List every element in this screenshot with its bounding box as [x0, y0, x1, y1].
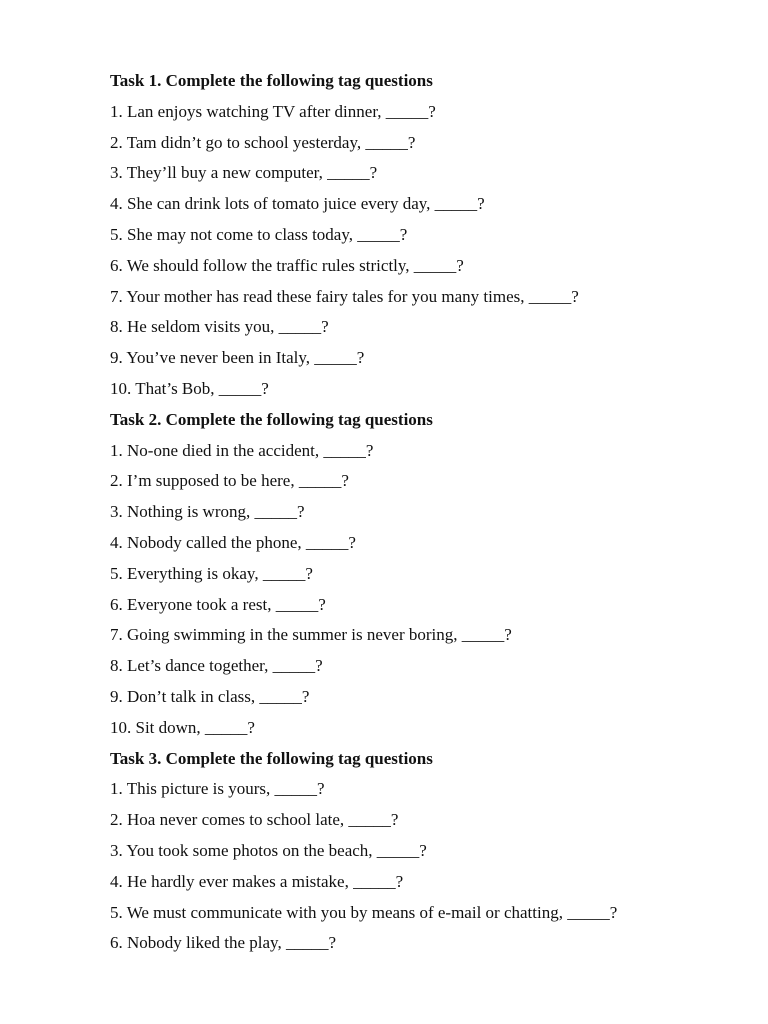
task-1-question-4: 4. She can drink lots of tomato juice every day, _____? [110, 194, 485, 214]
task-2-question-7: 7. Going swimming in the summer is never boring, _____? [110, 625, 512, 645]
task-3-question-4: 4. He hardly ever makes a mistake, _____? [110, 871, 404, 891]
task-1-question-9: 9. You’ve never been in Italy, _____? [110, 348, 365, 368]
task-3-question-3: 3. You took some photos on the beach, _____? [110, 840, 427, 860]
task-2-section [110, 405, 730, 744]
task-1-section [110, 66, 730, 405]
task-3-question-6: 6. Nobody liked the play, _____? [110, 933, 336, 953]
document-page [110, 66, 730, 959]
task-3-question-1: 1. This picture is yours, _____? [110, 779, 325, 799]
task-1-heading: Task 1. Complete the following tag questions [110, 71, 433, 90]
task-2-question-10: 10. Sit down, _____? [110, 717, 255, 737]
task-3-section [110, 744, 730, 960]
task-1-question-8: 8. He seldom visits you, _____? [110, 317, 329, 337]
task-2-question-9: 9. Don’t talk in class, _____? [110, 686, 310, 706]
task-2-question-5: 5. Everything is okay, _____? [110, 563, 313, 583]
task-3-question-5: 5. We must communicate with you by means of e-mail or chatting, _____? [110, 902, 618, 922]
task-1-question-3: 3. They’ll buy a new computer, _____? [110, 163, 378, 183]
task-3-question-2: 2. Hoa never comes to school late, _____? [110, 810, 399, 830]
task-2-question-3: 3. Nothing is wrong, _____? [110, 502, 305, 522]
task-2-question-1: 1. No-one died in the accident, _____? [110, 440, 374, 460]
task-3-heading: Task 3. Complete the following tag questions [110, 748, 433, 768]
task-2-question-4: 4. Nobody called the phone, _____? [110, 532, 356, 552]
task-2-question-8: 8. Let’s dance together, _____? [110, 656, 323, 676]
task-2-question-2: 2. I’m supposed to be here, _____? [110, 471, 349, 491]
task-1-question-5: 5. She may not come to class today, _____? [110, 224, 408, 244]
task-1-question-2: 2. Tam didn’t go to school yesterday, _____? [110, 132, 416, 152]
task-2-question-6: 6. Everyone took a rest, _____? [110, 594, 326, 614]
task-1-question-7: 7. Your mother has read these fairy tales for you many times, _____? [110, 286, 579, 306]
task-2-heading: Task 2. Complete the following tag questions [110, 409, 433, 429]
task-1-question-10: 10. That’s Bob, _____? [110, 378, 269, 398]
task-1-question-1: 1. Lan enjoys watching TV after dinner, _____? [110, 101, 436, 121]
task-1-question-6: 6. We should follow the traffic rules strictly, _____? [110, 255, 464, 275]
